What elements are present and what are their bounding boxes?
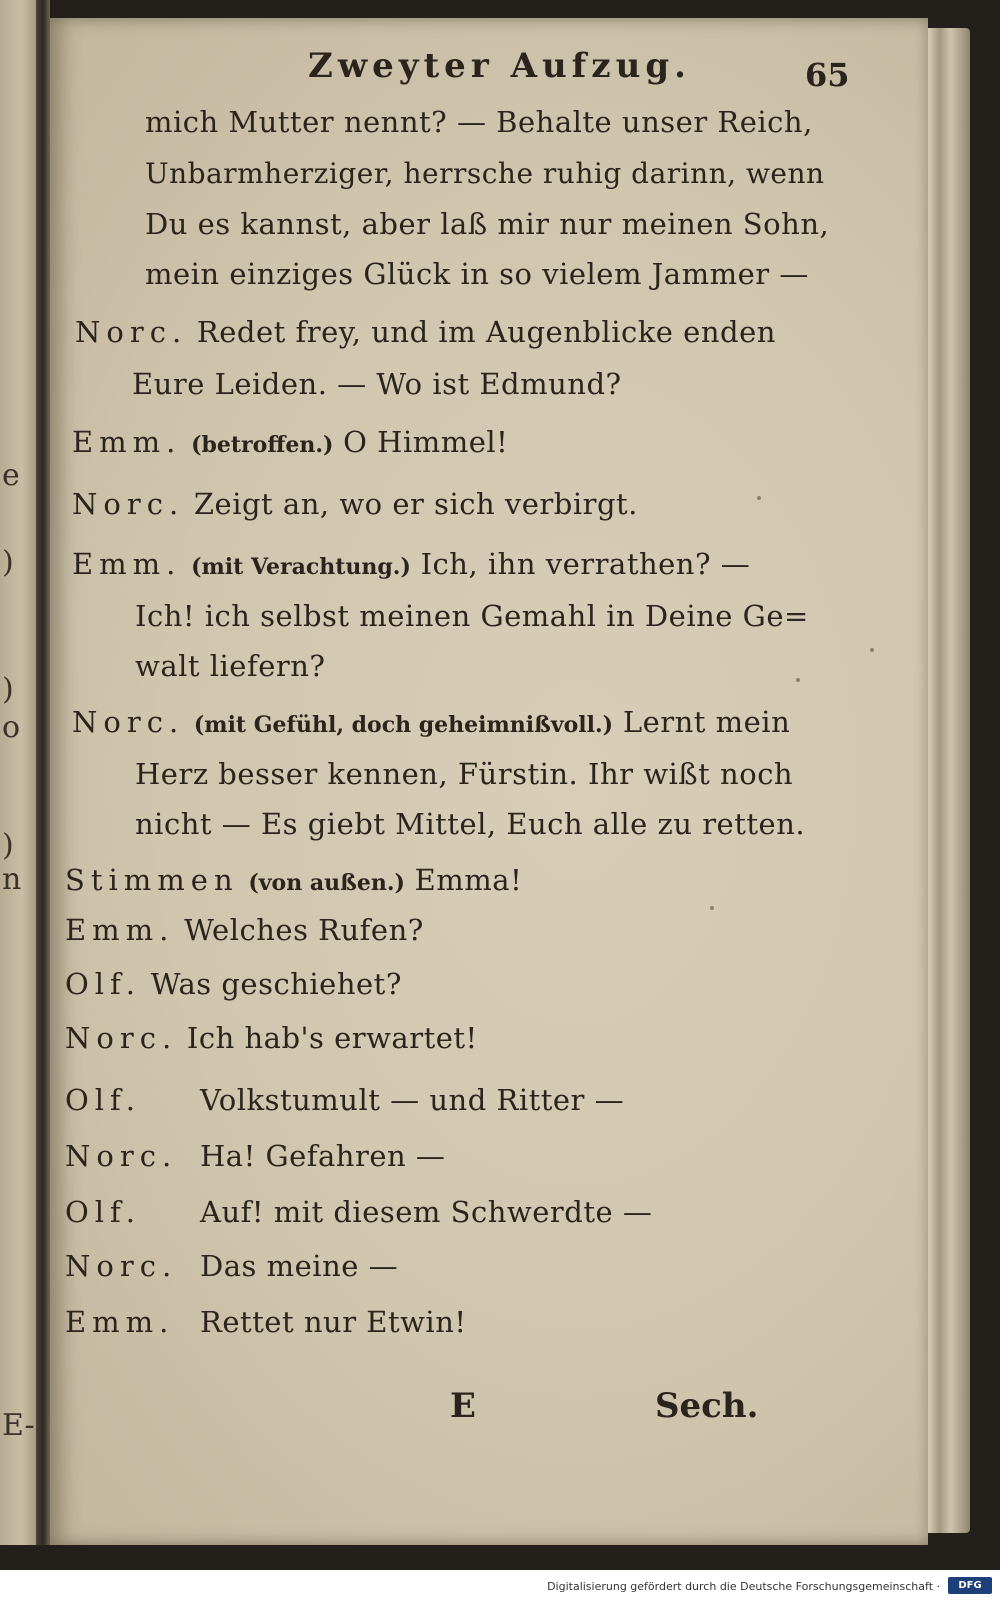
speaker-name: Emm. [72, 425, 182, 459]
paper-speck [870, 648, 874, 652]
line-text: Zeigt an, wo er sich verbirgt. [193, 487, 638, 521]
left-page-fragment: o [2, 710, 21, 745]
line-text: walt liefern? [135, 649, 326, 683]
stage-direction: (mit Gefühl, doch geheimnißvoll.) [193, 712, 614, 738]
paper-speck [710, 906, 714, 910]
catchword: Sech. [655, 1386, 759, 1426]
line-text: Ha! Gefahren — [200, 1139, 446, 1173]
speaker-name: Olf. [65, 1083, 141, 1117]
credit-bar [0, 1570, 1000, 1607]
speaker-name: Emm. [65, 913, 175, 947]
dfg-logo: DFG [948, 1577, 992, 1594]
line-text: Herz besser kennen, Fürstin. Ihr wißt noch [135, 757, 794, 791]
left-page-fragment: n [2, 862, 22, 897]
adjacent-page-edge [0, 0, 36, 1545]
text-line [72, 425, 509, 459]
speaker-name: Norc. [72, 487, 185, 521]
speaker-name: Olf. [65, 967, 141, 1001]
speaker-name: Olf. [65, 1195, 141, 1229]
text-line [75, 315, 776, 349]
text-line [72, 705, 791, 739]
speaker-name: Norc. [72, 705, 185, 739]
line-text: Das meine — [200, 1249, 399, 1283]
speaker-name: Emm. [72, 547, 182, 581]
line-text: Volkstumult — und Ritter — [200, 1083, 625, 1117]
line-text: Unbarmherziger, herrsche ruhig darinn, wenn [145, 157, 825, 190]
text-line [65, 1139, 446, 1173]
left-page-fragment: ) [2, 545, 14, 580]
line-text: Du es kannst, aber laß mir nur meinen Sohn, [145, 207, 830, 241]
book-gutter [36, 0, 50, 1545]
line-text: Ich hab's erwartet! [186, 1021, 478, 1055]
line-text: Ich, ihn verrathen? — [420, 547, 751, 581]
signature-mark: E [450, 1386, 476, 1426]
text-line [65, 1083, 625, 1117]
line-text: Emma! [414, 863, 523, 897]
stage-direction: (von außen.) [248, 870, 405, 896]
text-line [145, 207, 830, 241]
line-text: Welches Rufen? [184, 913, 424, 947]
paper-speck [796, 678, 800, 682]
line-text: Rettet nur Etwin! [200, 1305, 467, 1339]
running-header: Zweyter Aufzug. [308, 46, 691, 86]
left-page-fragment: ) [2, 672, 14, 707]
text-line [135, 599, 809, 633]
credit-text: Digitalisierung gefördert durch die Deutsche Forschungsgemeinschaft · [547, 1580, 940, 1593]
line-text: Ich! ich selbst meinen Gemahl in Deine Ge= [135, 599, 809, 633]
speaker-name: Stimmen [65, 863, 239, 897]
text-line [132, 367, 622, 401]
text-line [65, 913, 424, 947]
text-line [65, 967, 402, 1001]
line-text: Eure Leiden. — Wo ist Edmund? [132, 367, 622, 401]
speaker-name: Emm. [65, 1305, 175, 1339]
line-text: Auf! mit diesem Schwerdte — [200, 1195, 653, 1229]
line-text: mein einziges Glück in so vielem Jammer — [145, 257, 809, 291]
left-page-fragment: ) [2, 828, 14, 863]
text-line [145, 257, 809, 291]
page-number: 65 [805, 56, 850, 94]
left-page-fragment: e [2, 458, 20, 493]
text-line [145, 157, 825, 190]
line-text: O Himmel! [343, 425, 509, 459]
text-line [135, 807, 806, 841]
text-line [72, 547, 751, 581]
stage-direction: (betroffen.) [191, 432, 334, 458]
text-line [65, 1195, 653, 1229]
stage-direction: (mit Verachtung.) [191, 554, 411, 580]
text-line [65, 1021, 478, 1055]
text-line [65, 863, 523, 897]
paper-speck [757, 496, 761, 500]
text-line [135, 757, 794, 791]
line-text: mich Mutter nennt? — Behalte unser Reich, [145, 105, 813, 139]
line-text: Lernt mein [622, 705, 791, 739]
speaker-name: Norc. [65, 1249, 178, 1283]
text-line [65, 1305, 467, 1339]
speaker-name: Norc. [75, 315, 188, 349]
line-text: nicht — Es giebt Mittel, Euch alle zu retten. [135, 807, 806, 841]
line-text: Redet frey, und im Augenblicke enden [196, 315, 776, 349]
line-text: Was geschiehet? [150, 967, 402, 1001]
text-line [135, 649, 326, 683]
text-line [65, 1249, 399, 1283]
left-page-fragment: E- [2, 1408, 35, 1443]
book-page [50, 18, 928, 1545]
speaker-name: Norc. [65, 1139, 178, 1173]
text-line [145, 105, 813, 139]
speaker-name: Norc. [65, 1021, 178, 1055]
text-line [72, 487, 638, 521]
